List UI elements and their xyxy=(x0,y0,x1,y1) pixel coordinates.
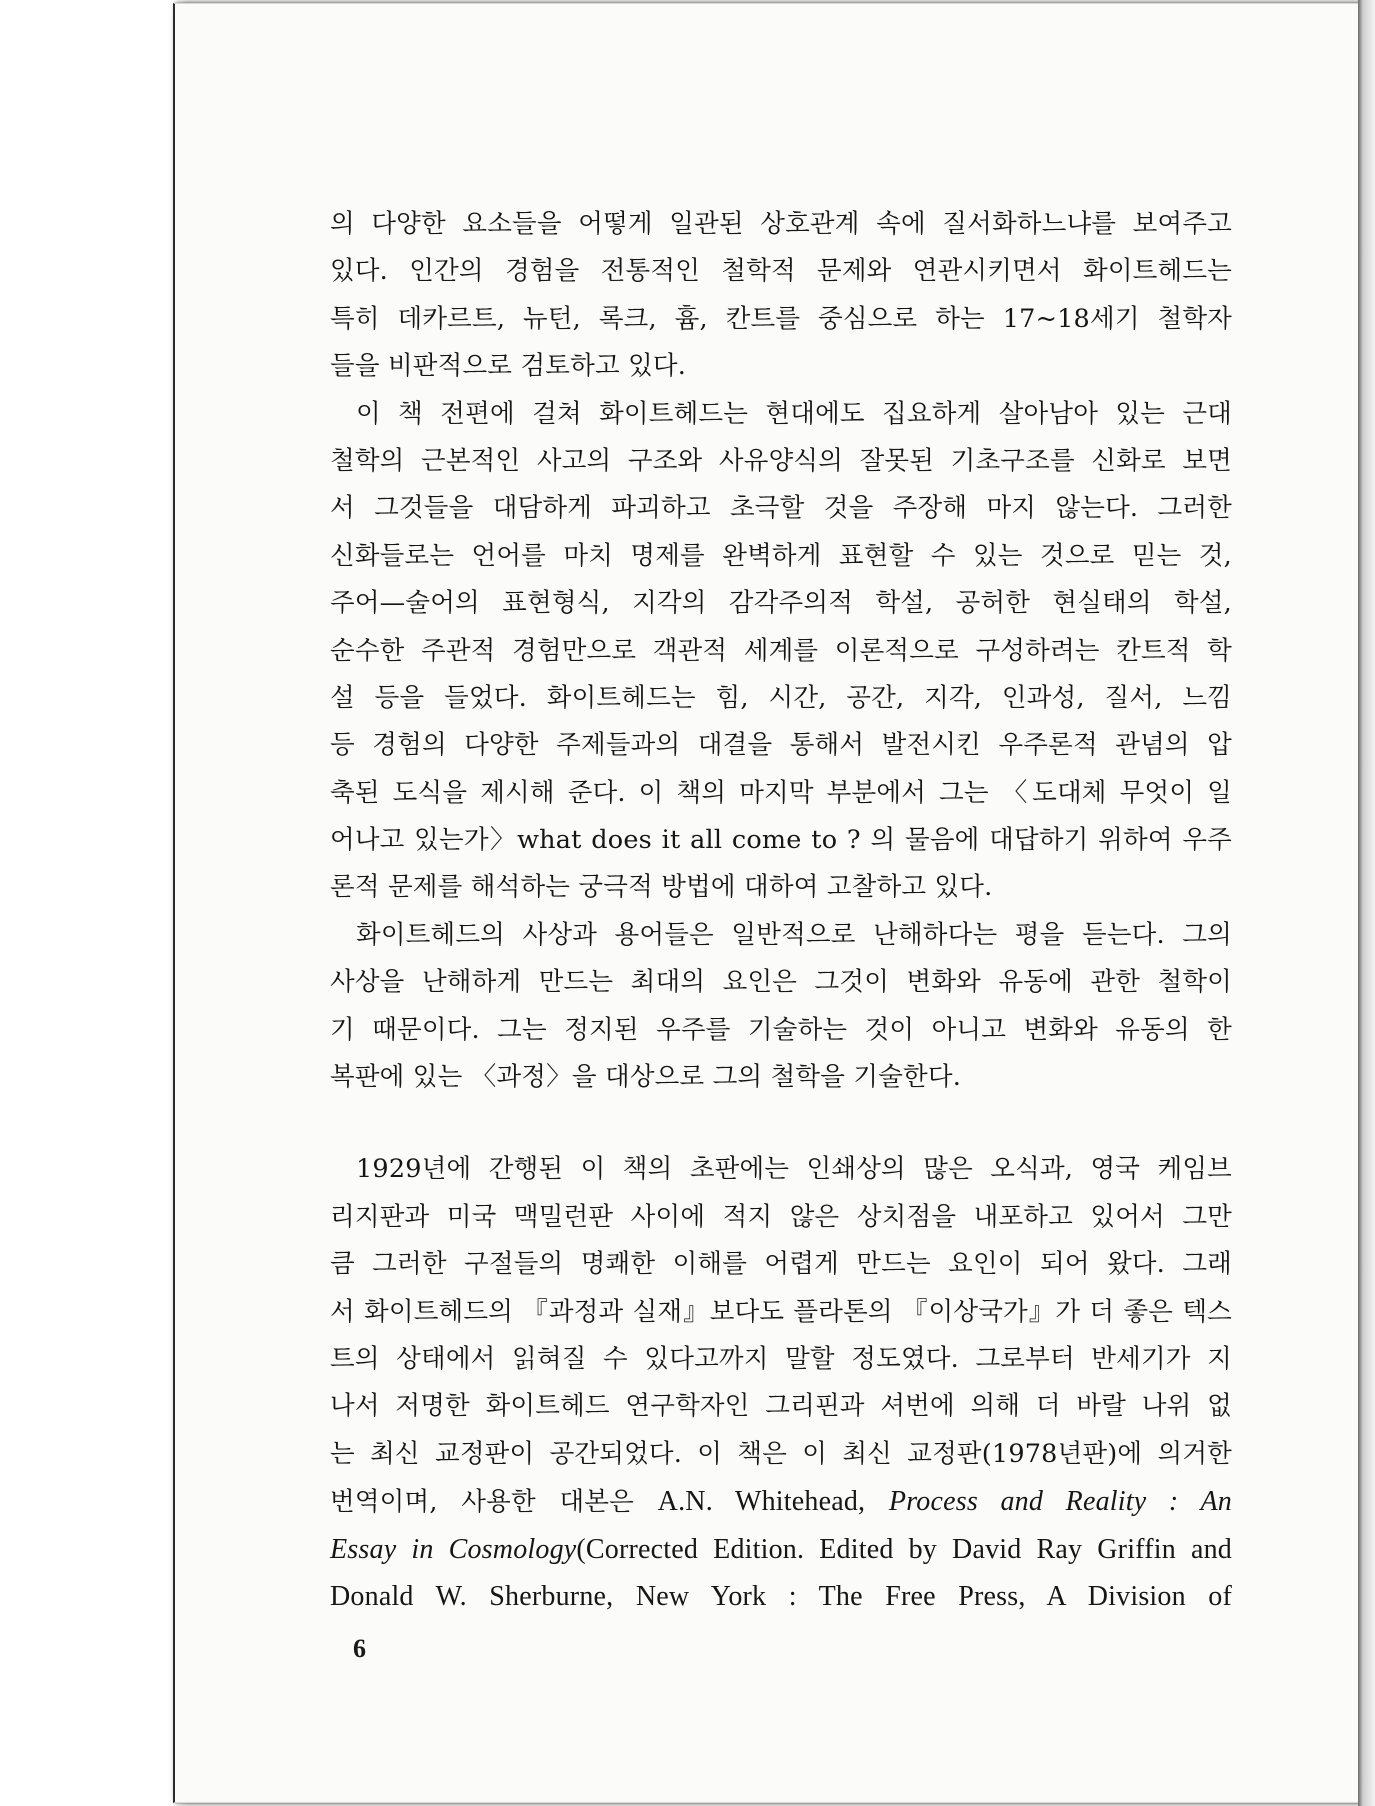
viewer-left-margin xyxy=(0,0,172,1806)
text-line: 복판에 있는 〈과정〉을 대상으로 그의 철학을 기술한다. xyxy=(330,1062,962,1093)
text-line: 기 때문이다. 그는 정지된 우주를 기술하는 것이 아니고 변화와 유동의 한 xyxy=(330,1014,1232,1045)
text-line: 들을 비판적으로 검토하고 있다. xyxy=(330,351,687,382)
text-line: 나서 저명한 화이트헤드 연구학자인 그리핀과 셔번에 의해 더 바랄 나위 없 xyxy=(330,1391,1232,1422)
text-line: 큼 그러한 구절들의 명쾌한 이해를 어렵게 만드는 요인이 되어 왔다. 그래 xyxy=(330,1249,1232,1280)
section-gap xyxy=(330,1101,1232,1146)
text-line: 의 다양한 요소들을 어떻게 일관된 상호관계 속에 질서화하느냐를 보여주고 xyxy=(330,209,1232,239)
text-segment: 번역이며, 사용한 대본은 xyxy=(330,1487,634,1518)
text-line: 있다. 인간의 경험을 전통적인 철학적 문제와 연관시키면서 화이트헤드는 xyxy=(330,256,1232,287)
text-line: 등 경험의 다양한 주제들과의 대결을 통해서 발전시킨 우주론적 관념의 압 xyxy=(330,730,1232,761)
text-line: 서 그것들을 대담하게 파괴하고 초극할 것을 주장해 마지 않는다. 그러한 xyxy=(330,493,1232,524)
text-line: 특히 데카르트, 뉴턴, 록크, 흄, 칸트를 중심으로 하는 17~18세기 철학자 xyxy=(330,303,1232,334)
text-line: 순수한 주관적 경험만으로 객관적 세계를 이론적으로 구성하려는 칸트적 학 xyxy=(330,635,1232,666)
text-line: 1929년에 간행된 이 책의 초판에는 인쇄상의 많은 오식과, 영국 케임브 xyxy=(356,1154,1232,1185)
text-line-mixed xyxy=(330,1526,1232,1573)
text-line: 축된 도식을 제시해 준다. 이 책의 마지막 부분에서 그는 〈도대체 무엇이 일 xyxy=(330,777,1232,808)
book-title-italic: Essay in Cosmology xyxy=(330,1533,577,1565)
page-body-text xyxy=(330,201,1232,1620)
text-line: Donald W. Sherburne, New York : The Free Press, A Division of xyxy=(330,1580,1232,1612)
text-line: 주어—술어의 표현형식, 지각의 감각주의적 학설, 공허한 현실태의 학설, xyxy=(330,588,1232,619)
text-line-mixed xyxy=(330,1478,1232,1525)
text-segment-latin: A.N. Whitehead, xyxy=(657,1486,866,1518)
text-segment-latin: (Corrected Edition. Edited by David Ray Griffin and xyxy=(576,1533,1232,1565)
text-line: 론적 문제를 해석하는 궁극적 방법에 대하여 고찰하고 있다. xyxy=(330,872,993,903)
text-line: 어나고 있는가〉what does it all come to ? 의 물음에 대답하기 위하여 우주 xyxy=(330,825,1232,856)
page-number: 6 xyxy=(353,1634,366,1663)
text-line: 는 최신 교정판이 공간되었다. 이 책은 이 최신 교정판(1978년판)에 의거한 xyxy=(330,1438,1232,1469)
book-page xyxy=(173,3,1360,1803)
text-line: 화이트헤드의 사상과 용어들은 일반적으로 난해하다는 평을 듣는다. 그의 xyxy=(356,919,1232,950)
text-line: 설 등을 들었다. 화이트헤드는 힘, 시간, 공간, 지각, 인과성, 질서, 느낌 xyxy=(330,682,1232,713)
text-line: 이 책 전편에 걸쳐 화이트헤드는 현대에도 집요하게 살아남아 있는 근대 xyxy=(356,398,1232,429)
text-line: 리지판과 미국 맥밀런판 사이에 적지 않은 상치점을 내포하고 있어서 그만 xyxy=(330,1201,1232,1232)
viewer-right-edge xyxy=(1358,0,1375,1806)
text-line: 철학의 근본적인 사고의 구조와 사유양식의 잘못된 기초구조를 신화로 보면 xyxy=(330,445,1232,476)
text-line: 서 화이트헤드의 『과정과 실재』보다도 플라톤의 『이상국가』가 더 좋은 텍스 xyxy=(330,1296,1232,1327)
text-line: 신화들로는 언어를 마치 명제를 완벽하게 표현할 수 있는 것으로 믿는 것, xyxy=(330,540,1232,571)
book-title-italic: Process and Reality : An xyxy=(888,1486,1232,1518)
text-line: 사상을 난해하게 만드는 최대의 요인은 그것이 변화와 유동에 관한 철학이 xyxy=(330,967,1232,998)
text-line: 트의 상태에서 읽혀질 수 있다고까지 말할 정도였다. 그로부터 반세기가 지 xyxy=(330,1343,1232,1374)
